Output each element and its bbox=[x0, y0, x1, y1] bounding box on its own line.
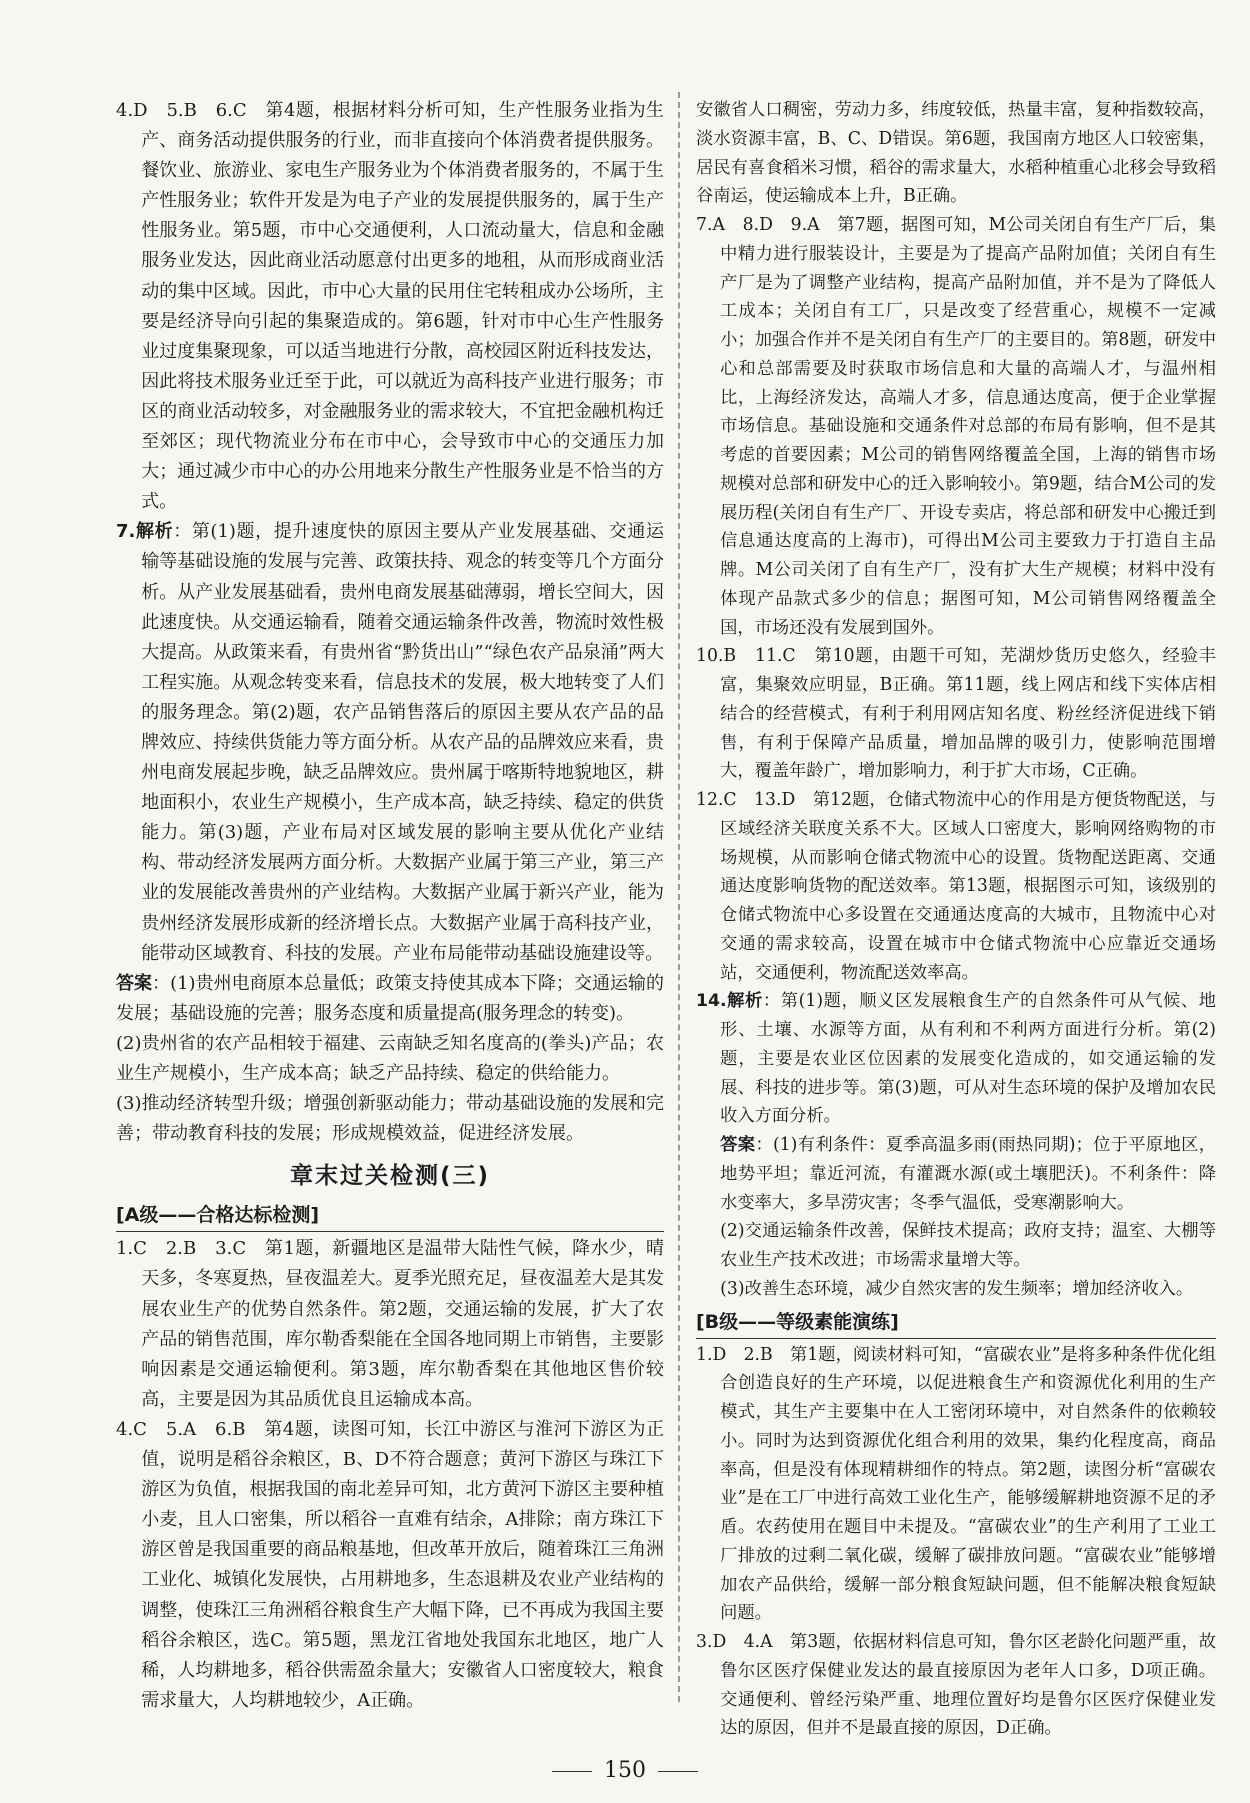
analysis-text: ：第(1)题，顺义区发展粮食生产的自然条件可从气候、地形、土壤、水源等方面，从有利和不利两方面进行分析。第(2)题，主要是农业区位因素的发展变化造成的，如交通运输的发展、科技的进步等。第(3)题，可从对生态环境的保护及增加农民收入方面分析。 bbox=[720, 991, 1217, 1127]
answer-q7 bbox=[116, 517, 664, 968]
answer-q14-1 bbox=[696, 1131, 1216, 1217]
page-number bbox=[0, 1758, 1250, 1783]
left-column bbox=[116, 96, 664, 1716]
answer-q7-9: 7.A 8.D 9.A 第7题，据图可知，M公司关闭自有生产厂后，集中精力进行服装设计，主要是为了提高产品附加值；关闭自有生产厂是为了调整产业结构，提高产品附加值，并不是为了降低人工成本；关闭自有工厂，只是改变了经营重心，规模不一定减小；加强合作并不是关闭自有生产厂的主要目的。第8题，研发中心和总部需要及时获取市场信息和大量的高端人才，与温州相比，上海经济发达，高端人才多，信息通达度高，便于企业掌握市场信息。基础设施和交通条件对总部的布局有影响，但不是其考虑的首要因素；M公司的销售网络覆盖全国，上海的销售市场规模对总部和研发中心的迁入影响较小。第9题，结合M公司的发展历程(关闭自有生产厂、开设专卖店，将总部和研发中心搬迁到信息通达度高的上海市)，可得出M公司主要致力于打造自主品牌。M公司关闭了自有生产厂，没有扩大生产规模；材料中没有体现产品款式多少的信息；据图可知，M公司销售网络覆盖全国，市场还没有发展到国外。 bbox=[696, 215, 1216, 638]
answer-text: ：(1)有利条件：夏季高温多雨(雨热同期)；位于平原地区，地势平坦；靠近河流，有灌溉水源(或土壤肥沃)。不利条件：降水变率大，多旱涝灾害；冬季气温低，受寒潮影响大。 bbox=[720, 1135, 1216, 1213]
analysis-label: 14.解析 bbox=[696, 991, 763, 1012]
column-divider bbox=[678, 92, 680, 1702]
answer-q10-11: 10.B 11.C 第10题，由题干可知，芜湖炒货历史悠久，经验丰富，集聚效应明显，B正确。第11题，线上网店和线下实体店相结合的经营模式，有利于利用网店知名度、粉丝经济促进线下销售，有利于保障产品质量，增加品牌的吸引力，使影响范围增大，覆盖年龄广，增加影响力，利于扩大市场，C正确。 bbox=[696, 646, 1216, 782]
answer-q4-6: 4.D 5.B 6.C 第4题，根据材料分析可知，生产性服务业指为生产、商务活动提供服务的行业，而非直接向个体消费者提供服务。餐饮业、旅游业、家电生产服务业为个体消费者服务的，不属于生产性服务业；软件开发是为电子产业的发展提供服务的，属于生产性服务业。第5题，市中心交通便利，人口流动量大，信息和金融服务业发达，因此商业活动愿意付出更多的地租，从而形成商业活动的集中区域。因此，市中心大量的民用住宅转租成办公场所，主要是经济导向引起的集聚造成的。第6题，针对市中心生产性服务业过度集聚现象，可以适当地进行分散，高校园区附近科技发达，因此将技术服务业迁至于此，可以就近为高科技产业进行服务；市区的商业活动较多，对金融服务业的需求较大，不宜把金融机构迁至郊区；现代物流业分布在市中心，会导致市中心的交通压力加大；通过减少市中心的办公用地来分散生产性服务业是不恰当的方式。 bbox=[116, 100, 664, 513]
answer-q14-3: (3)改善生态环境，减少自然灾害的发生频率；增加经济收入。 bbox=[720, 1278, 1194, 1299]
answer-a-q1-3: 1.C 2.B 3.C 第1题，新疆地区是温带大陆性气候，降水少，晴天多，冬寒夏热，昼夜温差大。夏季光照充足，昼夜温差大是其发展农业生产的优势自然条件。第2题，交通运输的发展，扩大了农产品的销售范围，库尔勒香梨能在全国各地同期上市销售，主要影响因素是交通运输便利。第3题，库尔勒香梨在其他地区售价较高，主要是因为其品质优良且运输成本高。 bbox=[116, 1238, 664, 1410]
level-a-heading: [A级——合格达标检测] bbox=[116, 1199, 664, 1232]
page-number-dash-left bbox=[552, 1771, 592, 1772]
answer-b-q1-2: 1.D 2.B 第1题，阅读材料可知，“富碳农业”是将多种条件优化组合创造良好的生产环境，以促进粮食生产和资源优化利用的生产模式，其生产主要集中在人工密闭环境中，对自然条件的依赖较小。同时为达到资源优化组合利用的效果，集约化程度高，商品率高，但是没有体现精耕细作的特点。第2题，读图分析“富碳农业”是在工厂中进行高效工业化生产，能够缓解耕地资源不足的矛盾。农药使用在题目中未提及。“富碳农业”的生产利用了工业工厂排放的过剩二氧化碳，缓解了碳排放问题。“富碳农业”能够增加农产品供给，缓解一部分粮食短缺问题，但不能解决粮食短缺问题。 bbox=[696, 1344, 1216, 1624]
answer-text: ：(1)贵州电商原本总量低；政策支持使其成本下降；交通运输的发展；基础设施的完善；服务态度和质量提高(服务理念的转变)。 bbox=[116, 972, 665, 1024]
answer-q14-2: (2)交通运输条件改善，保鲜技术提高；政府支持；温室、大棚等农业生产技术改进；市场需求量增大等。 bbox=[720, 1221, 1216, 1270]
answer-b-q3-4: 3.D 4.A 第3题，依据材料信息可知，鲁尔区老龄化问题严重，故鲁尔区医疗保健业发达的最直接原因为老年人口多，D项正确。交通便利、曾经污染严重、地理位置好均是鲁尔区医疗保健业发达的原因，但并不是最直接的原因，D正确。 bbox=[696, 1632, 1216, 1739]
answer-a-q4-6: 4.C 5.A 6.B 第4题，读图可知，长江中游区与淮河下游区为正值，说明是稻谷余粮区，B、D不符合题意；黄河下游区与珠江下游区为负值，根据我国的南北差异可知，北方黄河下游区主要种植小麦，且人口密集，所以稻谷一直难有结余，A排除；南方珠江下游区曾是我国重要的商品粮基地，但改革开放后，随着珠江三角洲工业化、城镇化发展快，占用耕地多，生态退耕及农业产业结构的调整，使珠江三角洲稻谷粮食生产大幅下降，已不再成为我国主要稻谷余粮区，选C。第5题，黑龙江省地处我国东北地区，地广人稀，人均耕地多，稻谷供需盈余量大；安徽省人口密度较大，粮食需求量大，人均耕地较少，A正确。 bbox=[116, 1418, 664, 1711]
answer-q14 bbox=[696, 987, 1216, 1131]
level-b-heading: [B级——等级素能演练] bbox=[696, 1306, 1216, 1339]
section-title: 章末过关检测(三) bbox=[289, 1163, 491, 1190]
answer-q12-13: 12.C 13.D 第12题，仓储式物流中心的作用是方便货物配送，与区域经济关联度关系不大。区域人口密度大，影响网络购物的市场规模，从而影响仓储式物流中心的设置。货物配送距离、交通通达度影响货物的配送效率。第13题，根据图示可知，该级别的仓储式物流中心多设置在交通通达度高的大城市，且物流中心对交通的需求较高，设置在城市中仓储式物流中心应靠近交通场站，交通便利，物流配送效率高。 bbox=[696, 790, 1216, 983]
answer-label: 答案 bbox=[116, 972, 153, 994]
page-number-dash-right bbox=[658, 1771, 698, 1772]
analysis-text: ：第(1)题，提升速度快的原因主要从产业发展基础、交通运输等基础设施的发展与完善、政策扶持、观念的转变等几个方面分析。从产业发展基础看，贵州电商发展基础薄弱，增长空间大，因此速度快。从交通运输看，随着交通运输条件改善，物流时效性极大提高。从政策来看，有贵州省“黔货出山”“绿色农产品泉涌”两大工程实施。从观念转变来看，信息技术的发展，极大地转变了人们的服务理念。第(2)题，农产品销售落后的原因主要从农产品的品牌效应、持续供货能力等方面分析。从农产品的品牌效应来看，贵州电商发展起步晚，缺乏品牌效应。贵州属于喀斯特地貌地区，耕地面积小，农业生产规模小，生产成本高，缺乏持续、稳定的供货能力。第(3)题，产业布局对区域发展的影响主要从优化产业结构、带动经济发展两方面分析。大数据产业属于第三产业，第三产业的发展能改善贵州的产业结构。大数据产业属于新兴产业，能为贵州经济发展形成新的经济增长点。大数据产业属于高科技产业，能带动区域教育、科技的发展。产业布局能带动基础设施建设等。 bbox=[141, 521, 664, 964]
answer-label: 答案 bbox=[720, 1135, 756, 1155]
analysis-label: 7.解析 bbox=[116, 521, 174, 543]
right-column bbox=[696, 96, 1216, 1743]
answer-q7-1 bbox=[116, 969, 664, 1029]
answer-q7-3: (3)推动经济转型升级；增强创新驱动能力；带动基础设施的发展和完善；带动教育科技的发展；形成规模效益，促进经济发展。 bbox=[116, 1093, 664, 1145]
answer-q4-6-continued: 安徽省人口稠密，劳动力多，纬度较低，热量丰富，复种指数较高，淡水资源丰富，B、C、D错误。第6题，我国南方地区人口较密集，居民有喜食稻米习惯，稻谷的需求量大，水稻种植重心北移会导致稻谷南运，使运输成本上升，B正确。 bbox=[696, 100, 1216, 207]
answer-q7-2: (2)贵州省的农产品相较于福建、云南缺乏知名度高的(拳头)产品；农业生产规模小，生产成本高；缺乏产品持续、稳定的供给能力。 bbox=[116, 1032, 664, 1084]
page-number-value: 150 bbox=[604, 1758, 646, 1783]
